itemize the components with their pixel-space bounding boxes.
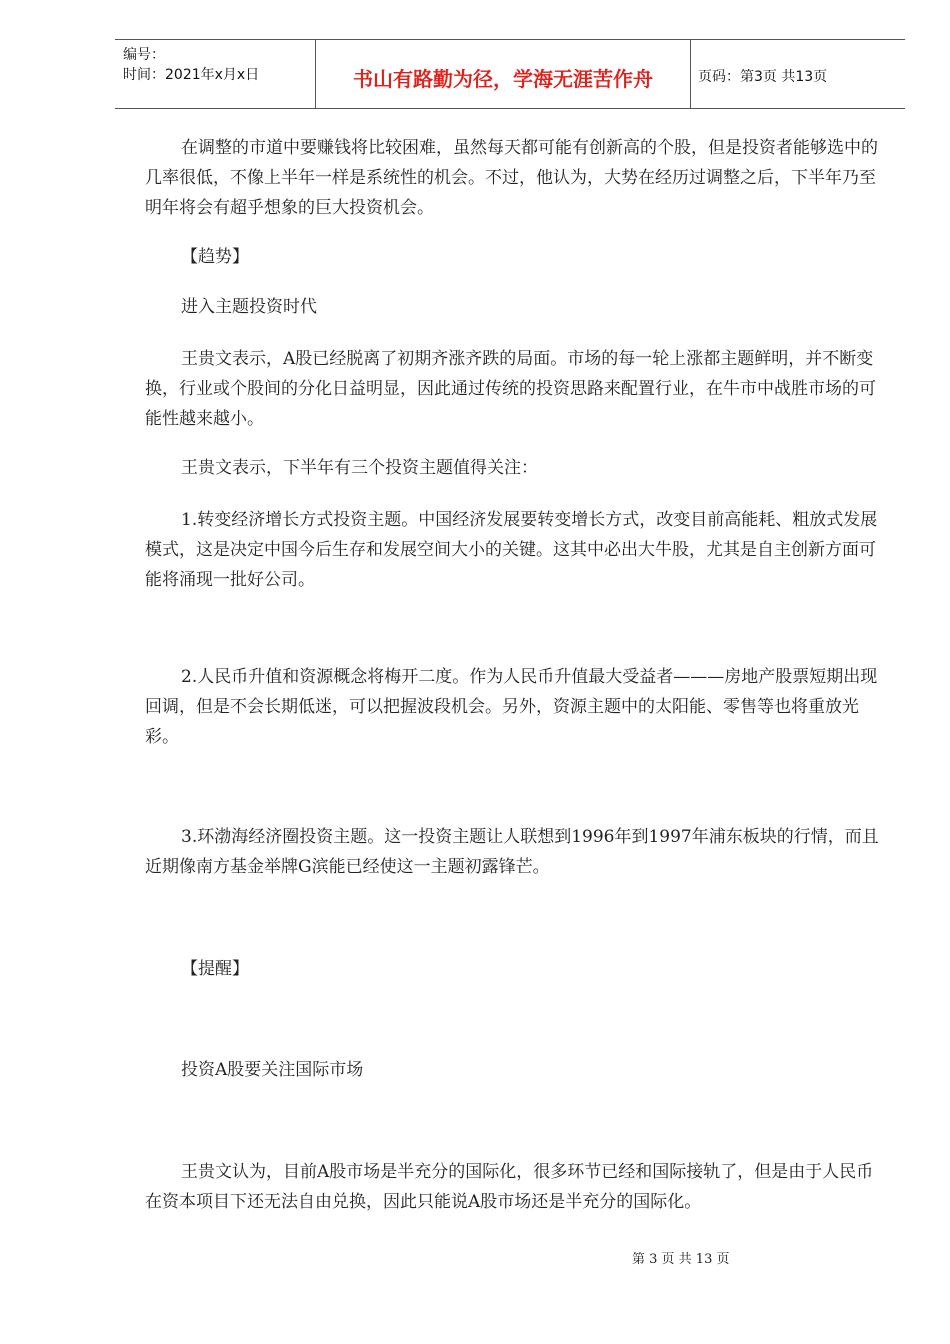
header-page-cell: [690, 40, 905, 108]
time-label: 时间：2021年x月x日: [123, 67, 260, 83]
list-item-theme-1: 1.转变经济增长方式投资主题。中国经济发展要转变增长方式，改变目前高能耗、粗放式发展模式，这是决定中国今后生存和发展空间大小的关键。这其中必出大牛股，尤其是自主创新方面可能将涌现一批好公司。: [145, 510, 878, 590]
header-motto-cell: [315, 40, 691, 108]
list-item-theme-3: 3.环渤海经济圈投资主题。这一投资主题让人联想到1996年到1997年浦东板块的行情，而且近期像南方基金举牌G滨能已经使这一主题初露锋芒。: [145, 827, 879, 877]
section-heading-reminder: 【提醒】: [181, 959, 249, 979]
page-footer: 第 3 页 共 13 页: [632, 1252, 730, 1267]
header-page-code: 页码：第3页 共13页: [698, 69, 828, 85]
paragraph-internationalization: 王贵文认为，目前A股市场是半充分的国际化，很多环节已经和国际接轨了，但是由于人民币在资本项目下还无法自由兑换，因此只能说A股市场还是半充分的国际化。: [145, 1162, 874, 1212]
paragraph-market-divergence: 王贵文表示，A股已经脱离了初期齐涨齐跌的局面。市场的每一轮上涨都主题鲜明，并不断变换，行业或个股间的分化日益明显，因此通过传统的投资思路来配置行业，在牛市中战胜市场的可能性越来越小。: [145, 349, 876, 429]
serial-label: 编号：: [123, 47, 165, 63]
subheading-theme-investing: 进入主题投资时代: [181, 297, 317, 317]
list-item-theme-2: 2.人民币升值和资源概念将梅开二度。作为人民币升值最大受益者———房地产股票短期出现回调，但是不会长期低迷，可以把握波段机会。另外，资源主题中的太阳能、零售等也将重放光彩。: [145, 667, 878, 747]
section-heading-trend: 【趋势】: [181, 247, 249, 267]
page-header: [115, 39, 905, 109]
header-motto: 书山有路勤为径，学海无涯苦作舟: [353, 67, 653, 91]
paragraph-three-themes: 王贵文表示，下半年有三个投资主题值得关注：: [181, 458, 538, 478]
header-meta-cell: [115, 40, 315, 108]
paragraph-intro: 在调整的市道中要赚钱将比较困难，虽然每天都可能有创新高的个股，但是投资者能够选中的几率很低，不像上半年一样是系统性的机会。不过，他认为，大势在经历过调整之后，下半年乃至明年将会有超乎想象的巨大投资机会。: [145, 138, 878, 218]
subheading-international-market: 投资A股要关注国际市场: [181, 1060, 364, 1080]
